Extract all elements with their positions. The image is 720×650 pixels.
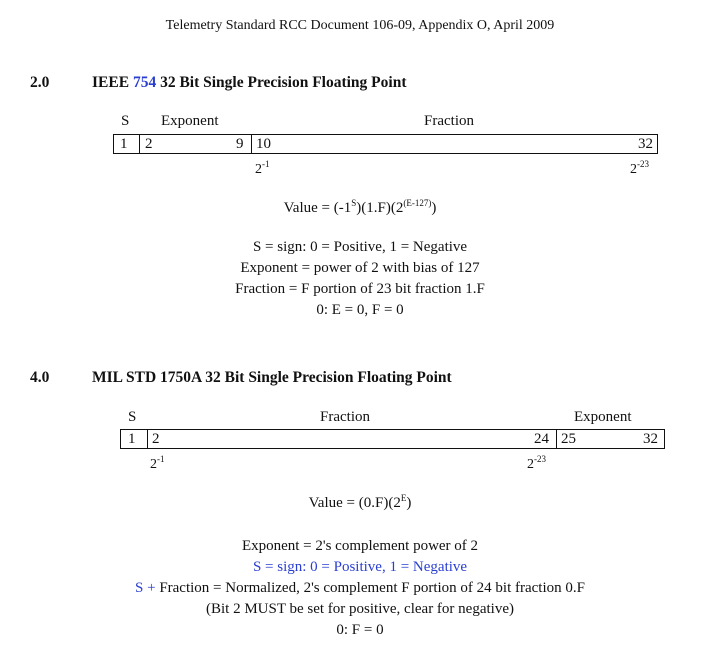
first-fraction-weight: $2^{-1}$ <box>255 159 270 177</box>
exponent-field-label: Exponent <box>574 409 632 425</box>
definition-line: Fraction = F portion of 23 bit fraction 1.F <box>235 281 485 297</box>
field-divider <box>556 430 557 448</box>
mil-std-bit-layout-box <box>120 429 665 449</box>
definition-line: 0: E = 0, F = 0 <box>316 302 404 318</box>
value-equation: Value = $(0.F)(2^E)$ <box>308 493 412 511</box>
definition-line: 0: F = 0 <box>336 622 384 638</box>
exponent-field-label: Exponent <box>161 113 219 129</box>
first-fraction-weight: $2^{-1}$ <box>150 454 165 472</box>
field-divider <box>251 135 252 153</box>
section-title: MIL STD 1750A 32 Bit Single Precision Floating Point <box>92 369 452 386</box>
fraction-end-bit: 24 <box>534 431 549 447</box>
fraction-start-bit: 10 <box>256 136 271 152</box>
section-number: 2.0 <box>30 74 50 91</box>
normalized-fraction-line <box>0 580 720 597</box>
sign-field-label: S <box>128 409 137 425</box>
running-head: Telemetry Standard RCC Document 106-09, Appendix O, April 2009 <box>165 18 555 33</box>
section-title <box>92 74 407 92</box>
section-number: 4.0 <box>30 369 50 386</box>
fraction-end-bit: 32 <box>638 136 653 152</box>
exponent-end-bit: 32 <box>643 431 658 447</box>
exponent-end-bit: 9 <box>236 136 244 152</box>
definition-line: Exponent = power of 2 with bias of 127 <box>240 260 480 276</box>
exponent-start-bit: 2 <box>145 136 153 152</box>
field-divider <box>139 135 140 153</box>
section-title-suffix: 32 Bit Single Precision Floating Point <box>156 74 407 91</box>
field-divider <box>147 430 148 448</box>
sign-definition-line: S = sign: 0 = Positive, 1 = Negative <box>252 559 468 575</box>
sign-plus-prefix: S + <box>135 580 160 596</box>
definition-line: (Bit 2 MUST be set for positive, clear for negative) <box>206 601 514 617</box>
section-title-prefix: IEEE <box>92 74 133 91</box>
definition-line: Exponent = 2's complement power of 2 <box>241 538 479 554</box>
last-fraction-weight: $2^{-23}$ <box>527 454 546 472</box>
ieee-bit-layout-box <box>113 134 658 154</box>
fraction-field-label: Fraction <box>424 113 474 129</box>
standard-link[interactable]: 754 <box>132 74 157 91</box>
last-fraction-weight: $2^{-23}$ <box>630 159 649 177</box>
sign-field-label: S <box>121 113 130 129</box>
exponent-start-bit: 25 <box>561 431 576 447</box>
value-equation: Value = $(-1^S)(1.F)(2^{(E-127)})$ <box>283 198 437 216</box>
definition-line: S = sign: 0 = Positive, 1 = Negative <box>252 239 468 255</box>
normalized-fraction-text: Fraction = Normalized, 2's complement F portion of 24 bit fraction 0.F <box>159 580 585 596</box>
sign-bit-number: 1 <box>128 431 136 447</box>
fraction-field-label: Fraction <box>320 409 370 425</box>
sign-bit-number: 1 <box>120 136 128 152</box>
fraction-start-bit: 2 <box>152 431 160 447</box>
